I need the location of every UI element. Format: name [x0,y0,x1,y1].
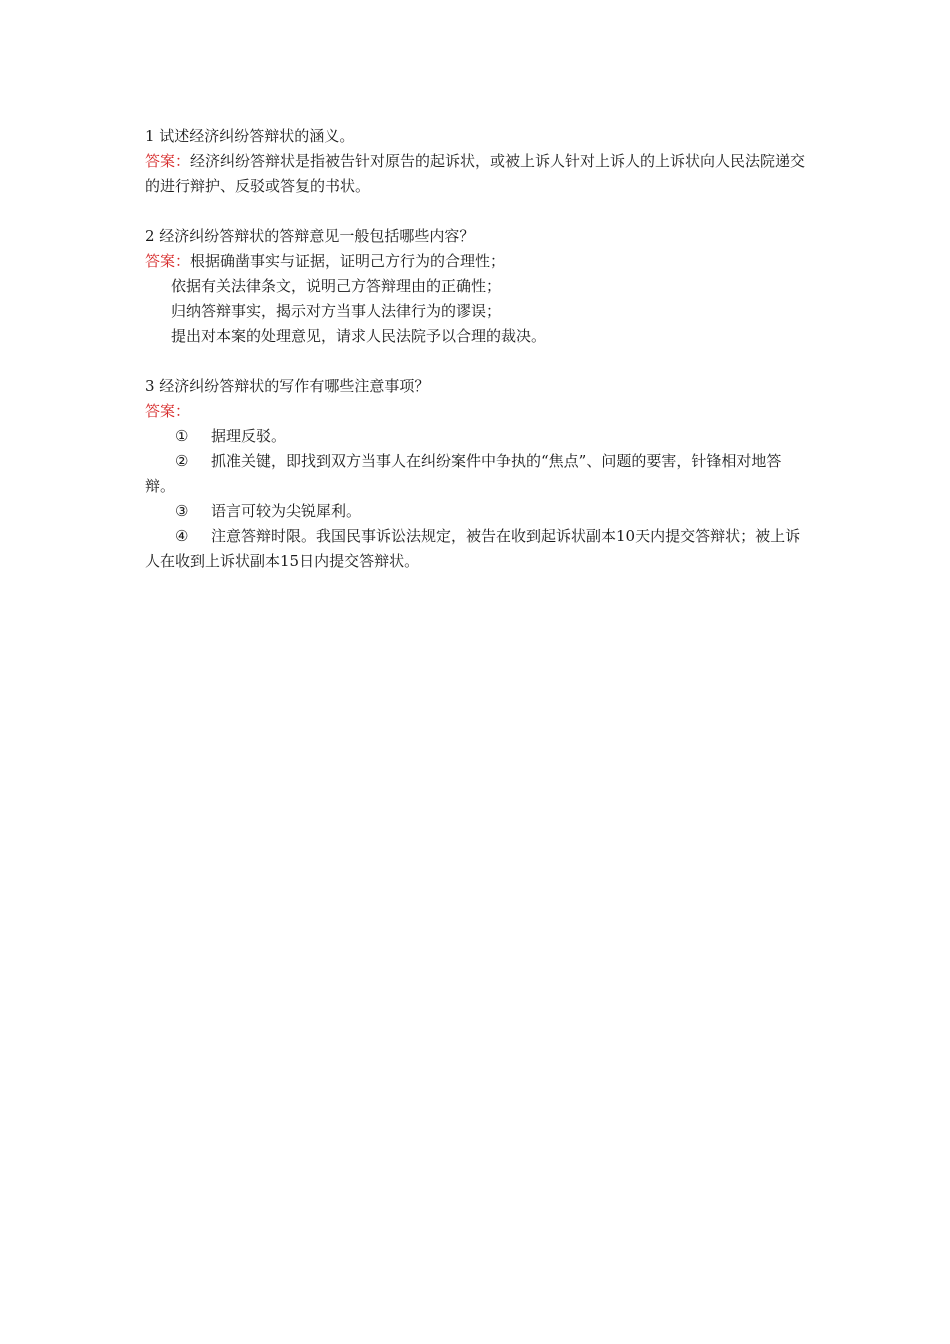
answer-label: 答案： [145,152,191,170]
item-number: ③ [175,502,189,520]
answer-2-line-4: 提出对本案的处理意见，请求人民法院予以合理的裁决。 [171,327,547,345]
item-text: 语言可较为尖锐犀利。 [211,502,362,520]
answer-2-text-1: 根据确凿事实与证据，证明己方行为的合理性； [190,252,506,270]
document-body [145,124,810,574]
spacer [145,349,810,374]
answer-3-label-line [145,399,810,424]
item-number: ④ [175,527,189,545]
item-text: 抓准关键，即找到双方当事人在纠纷案件中争执的“焦点”、问题的要害，针锋相对地答辩。 [145,452,782,495]
item-text: 注意答辩时限。我国民事诉讼法规定，被告在收到起诉状副本10天内提交答辩状；被上诉人在收到上诉状副本15日内提交答辩状。 [145,527,801,570]
item-text: 据理反驳。 [211,427,287,445]
item-number: ① [175,427,189,445]
answer-2-line-2: 依据有关法律条文，说明己方答辩理由的正确性； [171,277,502,295]
answer-2-line-1 [145,249,810,274]
question-3: 3 经济纠纷答辩状的写作有哪些注意事项？ [145,377,430,395]
answer-1 [145,149,810,199]
question-1: 1 试述经济纠纷答辩状的涵义。 [145,127,355,145]
answer-2-line-3: 归纳答辩事实，揭示对方当事人法律行为的谬误； [171,302,502,320]
answer-3-item-2 [145,449,810,499]
question-2: 2 经济纠纷答辩状的答辩意见一般包括哪些内容？ [145,227,475,245]
answer-label: 答案： [145,402,191,420]
answer-3-item-3 [145,499,810,524]
answer-3-item-4 [145,524,810,574]
answer-label: 答案： [145,252,191,270]
spacer [145,199,810,224]
answer-1-text: 经济纠纷答辩状是指被告针对原告的起诉状，或被上诉人针对上诉人的上诉状向人民法院递交的进行辩护、反驳或答复的书状。 [145,152,806,195]
item-number: ② [175,452,189,470]
answer-3-item-1 [145,424,810,449]
